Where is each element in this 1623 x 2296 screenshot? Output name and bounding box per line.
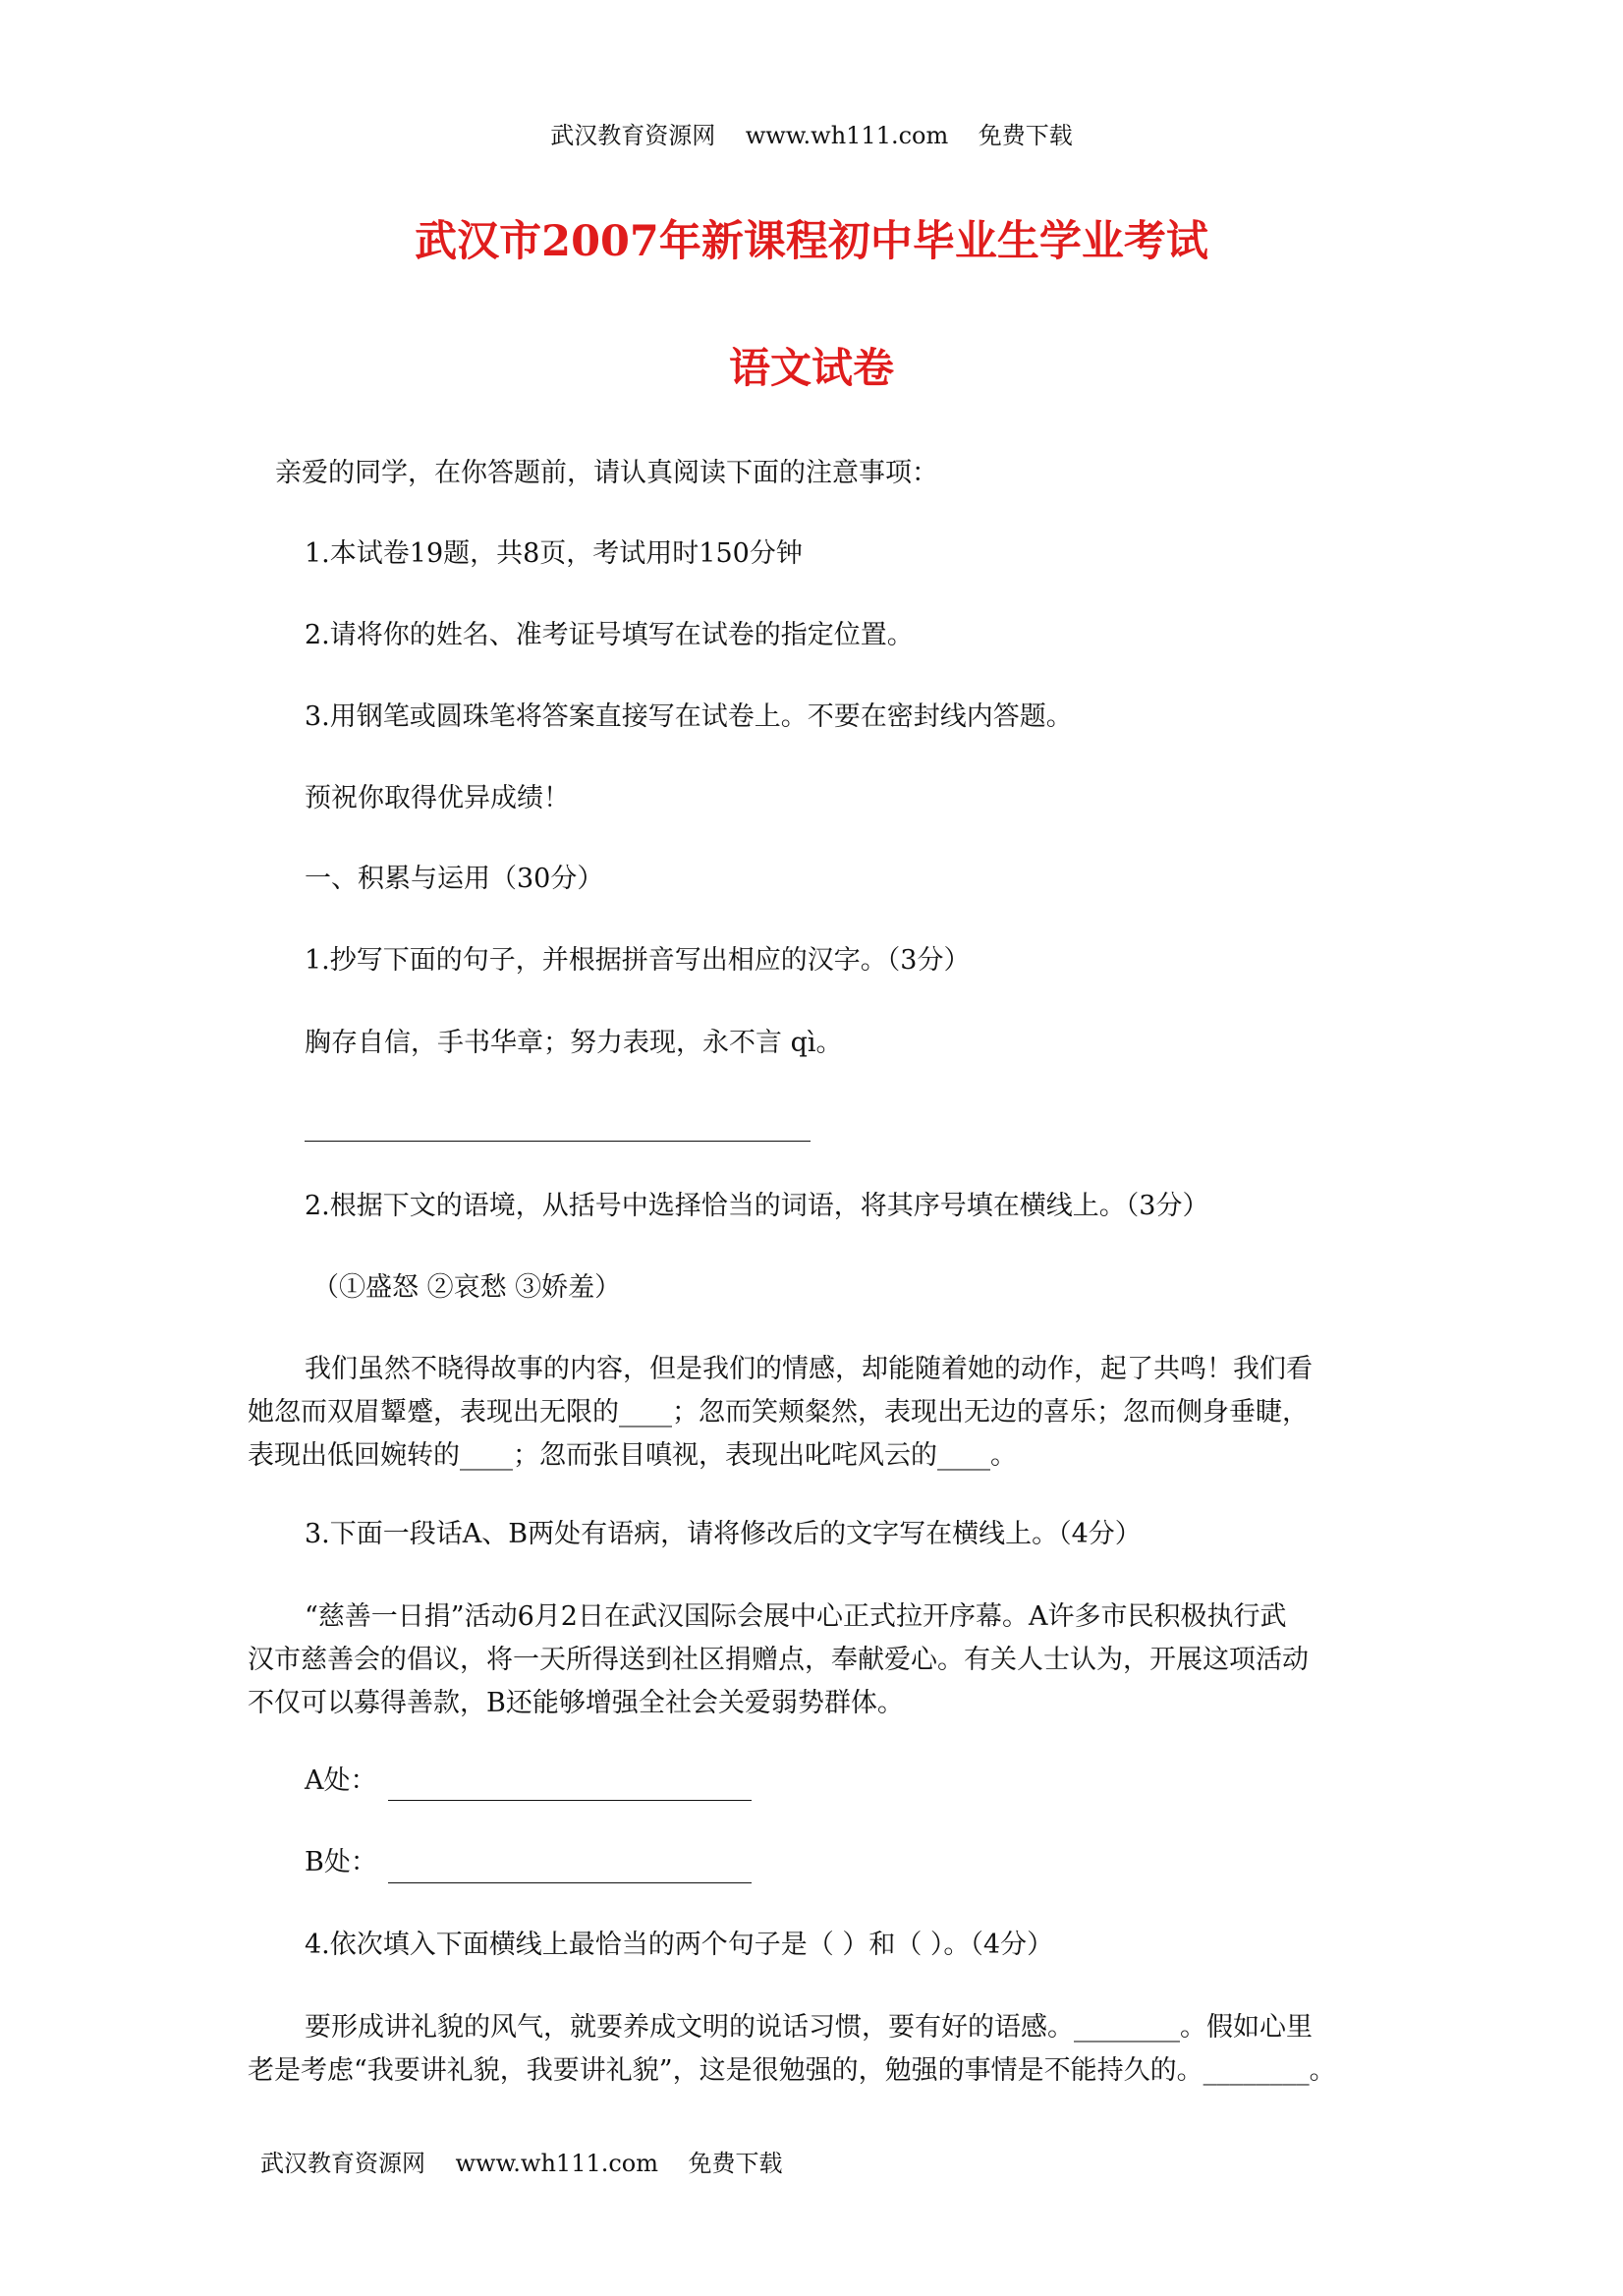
notice-item-2: 2.请将你的姓名、准考证号填写在试卷的指定位置。 bbox=[305, 620, 914, 650]
question-3-answer-a-line bbox=[388, 1800, 752, 1801]
notice-item-1: 1.本试卷19题，共8页，考试用时150分钟 bbox=[305, 538, 803, 569]
passage-line: 我们虽然不晓得故事的内容，但是我们的情感，却能随着她的动作，起了共鸣！我们看 bbox=[305, 1354, 1313, 1384]
question-1-sentence: 胸存自信，手书华章；努力表现，永不言 qì。 bbox=[305, 1028, 843, 1058]
passage-line: 汉市慈善会的倡议，将一天所得送到社区捐赠点，奉献爱心。有关人士认为，开展这项活动 bbox=[248, 1645, 1309, 1675]
exam-title: 武汉市2007年新课程初中毕业生学业考试 bbox=[415, 217, 1208, 266]
passage-line: 她忽而双眉颦蹙，表现出无限的____；忽而笑颊粲然，表现出无边的喜乐；忽而侧身垂睫， bbox=[248, 1397, 1309, 1428]
passage-line: “慈善一日捐”活动6月2日在武汉国际会展中心正式拉开序幕。A许多市民积极执行武 bbox=[305, 1601, 1287, 1632]
passage-line: 老是考虑“我要讲礼貌，我要讲礼貌”，这是很勉强的，勉强的事情是不能持久的。________。 bbox=[248, 2055, 1336, 2086]
question-2-passage bbox=[248, 1348, 1387, 1478]
question-3-answer-b-line bbox=[388, 1882, 752, 1883]
passage-line: 要形成讲礼貌的风气，就要养成文明的说话习惯，要有好的语感。________。假如心里 bbox=[305, 2012, 1313, 2043]
question-1-prompt: 1.抄写下面的句子，并根据拼音写出相应的汉字。（3分） bbox=[305, 945, 971, 976]
question-3-answer-b-label: B处： bbox=[305, 1847, 377, 1877]
section-1-heading: 一、积累与运用（30分） bbox=[305, 864, 604, 894]
page-footer: 武汉教育资源网 www.wh111.com 免费下载 bbox=[260, 2150, 783, 2177]
question-2-prompt: 2.根据下文的语境，从括号中选择恰当的词语，将其序号填在横线上。（3分） bbox=[305, 1191, 1209, 1221]
exam-subject-title: 语文试卷 bbox=[728, 344, 894, 392]
question-4-passage bbox=[248, 2006, 1387, 2093]
question-4-prompt: 4.依次填入下面横线上最恰当的两个句子是（ ）和（ ）。（4分） bbox=[305, 1930, 1054, 1960]
notice-wish: 预祝你取得优异成绩！ bbox=[305, 783, 570, 813]
passage-line: 不仅可以募得善款，B还能够增强全社会关爱弱势群体。 bbox=[248, 1688, 904, 1718]
passage-line: 表现出低回婉转的____；忽而张目嗔视，表现出叱咤风云的____。 bbox=[248, 1440, 1017, 1471]
question-1-answer-line bbox=[305, 1141, 811, 1142]
question-3-prompt: 3.下面一段话A、B两处有语病，请将修改后的文字写在横线上。（4分） bbox=[305, 1519, 1142, 1549]
page-header: 武汉教育资源网 www.wh111.com 免费下载 bbox=[550, 122, 1073, 149]
notice-item-3: 3.用钢笔或圆珠笔将答案直接写在试卷上。不要在密封线内答题。 bbox=[305, 701, 1073, 732]
question-3-answer-a-label: A处： bbox=[305, 1765, 377, 1796]
question-2-options: （①盛怒 ②哀愁 ③娇羞） bbox=[312, 1272, 622, 1303]
notice-intro: 亲爱的同学，在你答题前，请认真阅读下面的注意事项： bbox=[275, 458, 938, 488]
question-3-passage bbox=[248, 1596, 1387, 1725]
